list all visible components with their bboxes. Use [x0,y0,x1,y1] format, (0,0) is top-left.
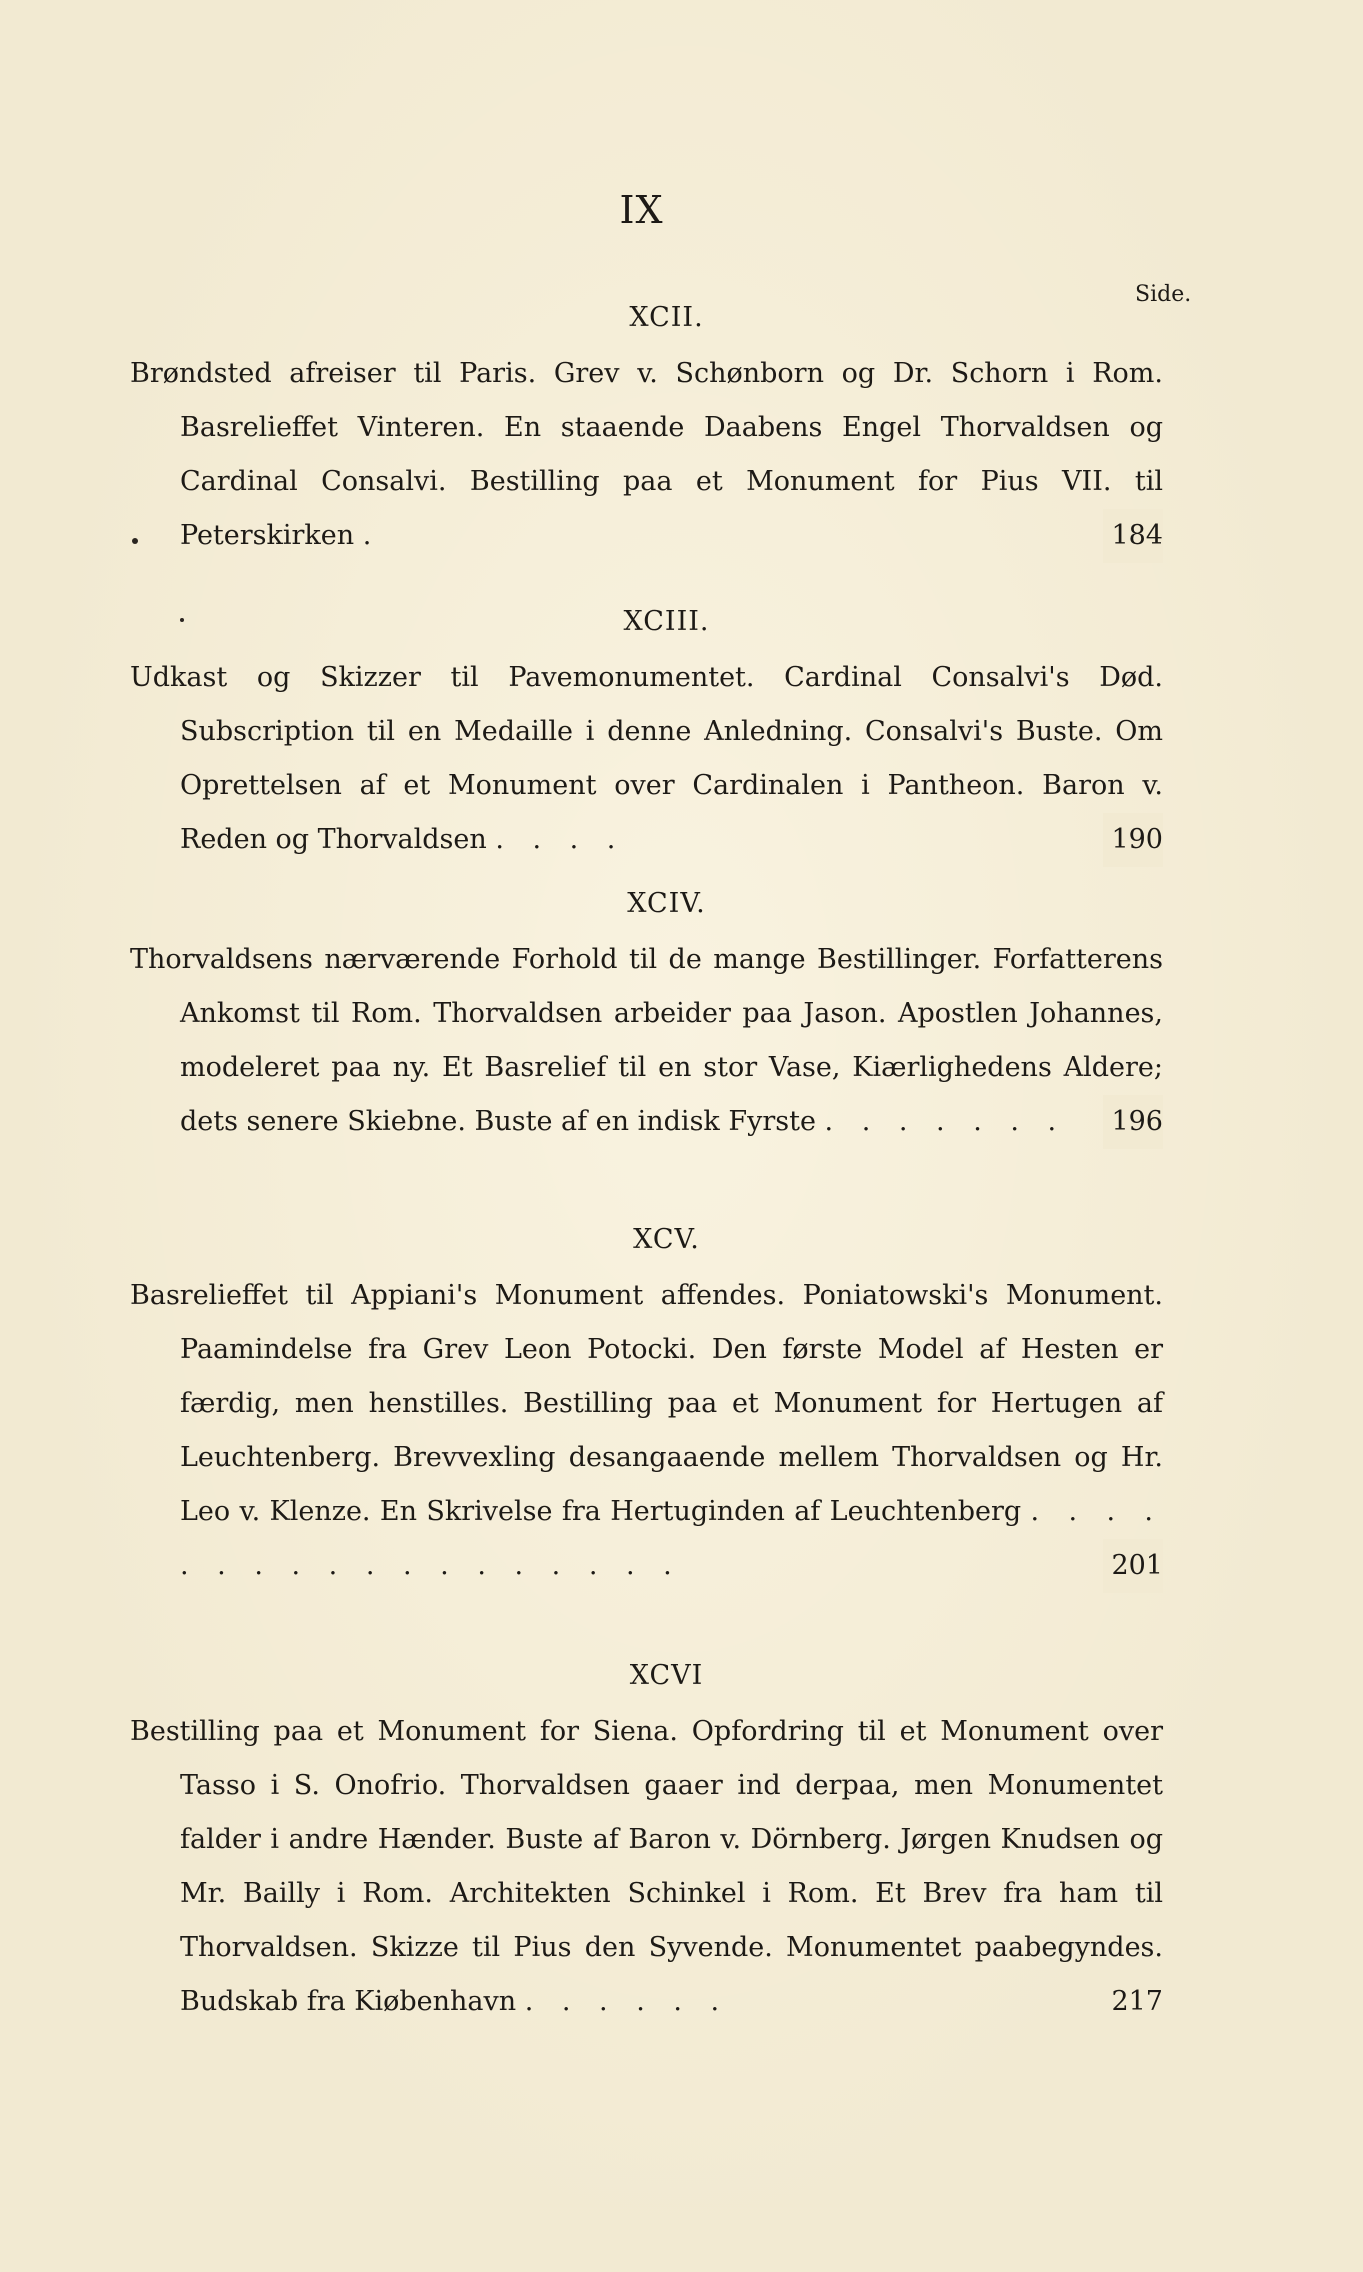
section-summary [130,1269,1163,1593]
summary-text: Brøndsted afreiser til Paris. Grev v. Schønborn og Dr. Schorn i Rom. Basrelieffet Vinteren. En staaende Daabens Engel Thorvaldsen og Cardinal Consalvi. Bestilling paa et Monument for Pius VII. til Peterskirken [130,358,1163,551]
dot-leader: . . . . . . . . . . . . . . . . . . [180,1496,1164,1581]
ink-speck [180,618,184,622]
toc-section-xciii [130,606,1163,867]
page-reference: 190 [1103,813,1163,867]
page-reference: 217 [1103,1975,1163,2029]
section-heading: XCIV. [627,888,706,919]
toc-section-xcvi [130,1660,1163,2029]
section-heading: XCVI [629,1660,704,1691]
summary-text: Thorvaldsens nærværende Forhold til de mange Bestillinger. Forfatterens Ankomst til Rom. Thorvaldsen arbeider paa Jason. Apostlen Johannes, modeleret paa ny. Et Basrelief til en stor Vase, Kiærlighedens Aldere; dets senere Skiebne. Buste af en indisk Fyrste [130,944,1163,1137]
dot-leader: . . . . . . [524,1986,730,2017]
section-heading: XCII. [629,302,704,333]
section-summary [130,1705,1163,2029]
section-summary [130,933,1163,1149]
toc-section-xcv [130,1224,1163,1593]
summary-text: Bestilling paa et Monument for Siena. Opfordring til et Monument over Tasso i S. Onofrio. Thorvaldsen gaaer ind derpaa, men Monumentet falder i andre Hænder. Buste af Baron v. Dörnberg. Jørgen Knudsen og Mr. Bailly i Rom. Architekten Schinkel i Rom. Et Brev fra ham til Thorvaldsen. Skizze til Pius den Syvende. Monumentet paabegyndes. Budskab fra Kiøbenhavn [130,1716,1163,2017]
page-reference: 184 [1103,509,1163,563]
dot-leader: . [362,520,382,551]
summary-text: Udkast og Skizzer til Pavemonumentet. Cardinal Consalvi's Død. Subscription til en Medaille i denne Anledning. Consalvi's Buste. Om Oprettelsen af et Monument over Cardinalen i Pantheon. Baron v. Reden og Thorvaldsen [130,662,1163,855]
toc-section-xcii [130,302,1163,563]
page-reference: 196 [1103,1095,1163,1149]
summary-text: Basrelieffet til Appiani's Monument affendes. Poniatowski's Monument. Paamindelse fra Grev Leon Potocki. Den første Model af Hesten er færdig, men henstilles. Bestilling paa et Monument for Hertugen af Leuchtenberg. Brevvexling desangaaende mellem Thorvaldsen og Hr. Leo v. Klenze. En Skrivelse fra Hertuginden af Leuchtenberg [130,1280,1163,1527]
section-heading: XCV. [633,1224,700,1255]
ink-speck [132,538,138,544]
section-summary [130,347,1163,563]
page-number: IX [619,188,664,232]
section-summary [130,651,1163,867]
page-reference: 201 [1103,1539,1163,1593]
dot-leader: . . . . [495,824,626,855]
dot-leader: . . . . . . . [824,1106,1067,1137]
section-heading: XCIII. [623,606,710,637]
side-column-label: Side. [1135,282,1192,307]
toc-section-xciv [130,888,1163,1149]
